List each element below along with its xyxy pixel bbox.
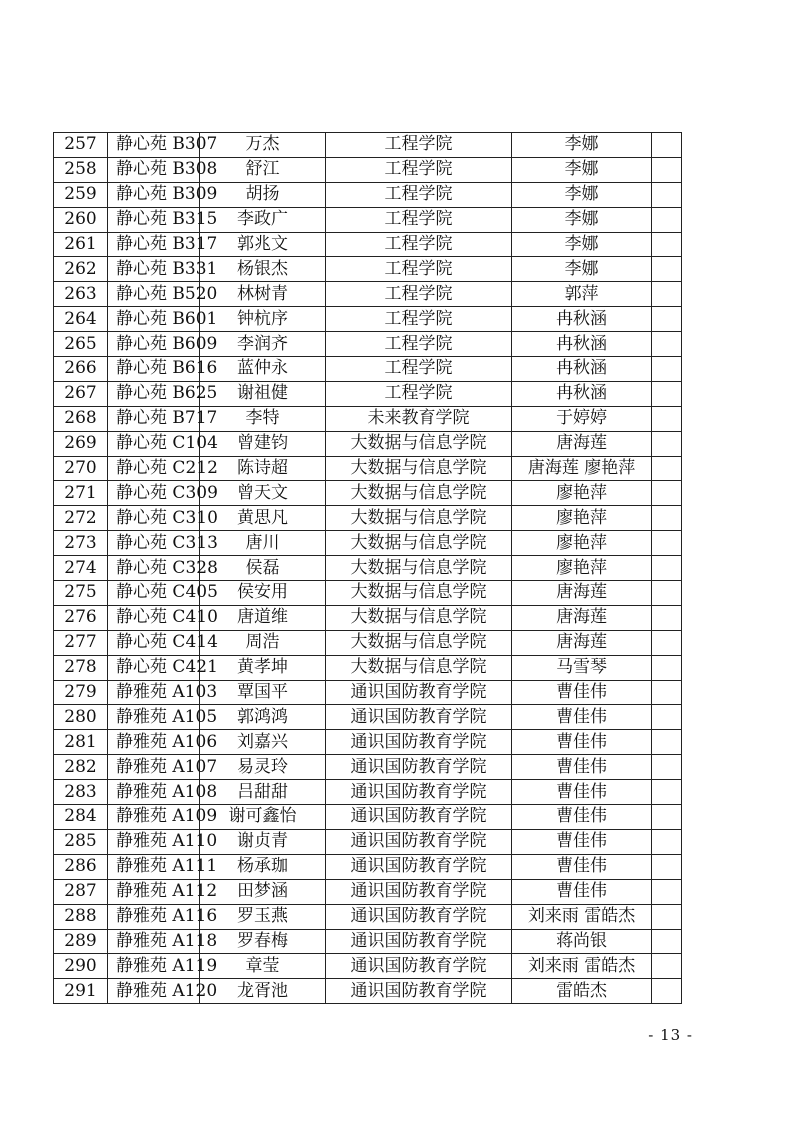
room-cell: 静雅苑 A105 — [108, 705, 200, 730]
blank-cell — [652, 157, 682, 182]
blank-cell — [652, 605, 682, 630]
student-name-cell: 郭鸿鸿 — [199, 705, 325, 730]
student-name-cell: 郭兆文 — [199, 232, 325, 257]
student-name-cell: 章莹 — [199, 954, 325, 979]
room-cell: 静雅苑 A118 — [108, 929, 200, 954]
row-number-cell: 275 — [54, 581, 108, 606]
student-name-cell: 谢可鑫怡 — [199, 805, 325, 830]
blank-cell — [652, 979, 682, 1004]
college-cell: 工程学院 — [326, 282, 512, 307]
blank-cell — [652, 232, 682, 257]
blank-cell — [652, 506, 682, 531]
room-cell: 静心苑 B717 — [108, 406, 200, 431]
room-cell: 静雅苑 A120 — [108, 979, 200, 1004]
table-row — [54, 630, 682, 655]
student-name-cell: 李特 — [199, 406, 325, 431]
row-number-cell: 265 — [54, 332, 108, 357]
advisor-cell: 李娜 — [511, 207, 652, 232]
advisor-cell: 曹佳伟 — [511, 854, 652, 879]
advisor-cell: 李娜 — [511, 232, 652, 257]
advisor-cell: 马雪琴 — [511, 655, 652, 680]
row-number-cell: 257 — [54, 133, 108, 158]
student-name-cell: 蓝仲永 — [199, 357, 325, 382]
college-cell: 大数据与信息学院 — [326, 531, 512, 556]
student-name-cell: 唐川 — [199, 531, 325, 556]
advisor-cell: 廖艳萍 — [511, 556, 652, 581]
student-name-cell: 胡扬 — [199, 182, 325, 207]
advisor-cell: 唐海莲 — [511, 431, 652, 456]
advisor-cell: 冉秋涵 — [511, 332, 652, 357]
advisor-cell: 刘来雨 雷皓杰 — [511, 904, 652, 929]
row-number-cell: 278 — [54, 655, 108, 680]
table-row — [54, 332, 682, 357]
student-name-cell: 覃国平 — [199, 680, 325, 705]
table-row — [54, 680, 682, 705]
row-number-cell: 270 — [54, 456, 108, 481]
table-row — [54, 133, 682, 158]
college-cell: 大数据与信息学院 — [326, 456, 512, 481]
room-cell: 静心苑 C212 — [108, 456, 200, 481]
college-cell: 工程学院 — [326, 182, 512, 207]
room-cell: 静心苑 B609 — [108, 332, 200, 357]
table-row — [54, 456, 682, 481]
table-row — [54, 556, 682, 581]
advisor-cell: 唐海莲 廖艳萍 — [511, 456, 652, 481]
room-cell: 静心苑 C328 — [108, 556, 200, 581]
room-cell: 静心苑 C104 — [108, 431, 200, 456]
advisor-cell: 曹佳伟 — [511, 755, 652, 780]
blank-cell — [652, 556, 682, 581]
college-cell: 通识国防教育学院 — [326, 705, 512, 730]
room-cell: 静雅苑 A106 — [108, 730, 200, 755]
row-number-cell: 285 — [54, 829, 108, 854]
student-name-cell: 万杰 — [199, 133, 325, 158]
student-name-cell: 舒江 — [199, 157, 325, 182]
row-number-cell: 268 — [54, 406, 108, 431]
advisor-cell: 李娜 — [511, 157, 652, 182]
blank-cell — [652, 730, 682, 755]
room-cell: 静雅苑 A111 — [108, 854, 200, 879]
college-cell: 大数据与信息学院 — [326, 431, 512, 456]
table-row — [54, 381, 682, 406]
advisor-cell: 郭萍 — [511, 282, 652, 307]
blank-cell — [652, 531, 682, 556]
college-cell: 通识国防教育学院 — [326, 805, 512, 830]
blank-cell — [652, 680, 682, 705]
room-cell: 静雅苑 A112 — [108, 879, 200, 904]
row-number-cell: 258 — [54, 157, 108, 182]
advisor-cell: 曹佳伟 — [511, 879, 652, 904]
room-cell: 静心苑 B308 — [108, 157, 200, 182]
room-cell: 静雅苑 A116 — [108, 904, 200, 929]
blank-cell — [652, 481, 682, 506]
blank-cell — [652, 133, 682, 158]
table-row — [54, 481, 682, 506]
room-cell: 静雅苑 A103 — [108, 680, 200, 705]
table-row — [54, 307, 682, 332]
row-number-cell: 276 — [54, 605, 108, 630]
room-cell: 静心苑 B317 — [108, 232, 200, 257]
advisor-cell: 刘来雨 雷皓杰 — [511, 954, 652, 979]
college-cell: 大数据与信息学院 — [326, 630, 512, 655]
college-cell: 通识国防教育学院 — [326, 979, 512, 1004]
room-cell: 静心苑 B315 — [108, 207, 200, 232]
college-cell: 通识国防教育学院 — [326, 755, 512, 780]
college-cell: 大数据与信息学院 — [326, 581, 512, 606]
blank-cell — [652, 780, 682, 805]
table-row — [54, 730, 682, 755]
room-cell: 静心苑 B625 — [108, 381, 200, 406]
row-number-cell: 287 — [54, 879, 108, 904]
college-cell: 通识国防教育学院 — [326, 879, 512, 904]
blank-cell — [652, 829, 682, 854]
row-number-cell: 279 — [54, 680, 108, 705]
table-row — [54, 406, 682, 431]
blank-cell — [652, 929, 682, 954]
row-number-cell: 284 — [54, 805, 108, 830]
table-row — [54, 805, 682, 830]
row-number-cell: 274 — [54, 556, 108, 581]
college-cell: 大数据与信息学院 — [326, 481, 512, 506]
student-name-cell: 林树青 — [199, 282, 325, 307]
blank-cell — [652, 282, 682, 307]
college-cell: 通识国防教育学院 — [326, 954, 512, 979]
college-cell: 通识国防教育学院 — [326, 680, 512, 705]
row-number-cell: 271 — [54, 481, 108, 506]
room-cell: 静心苑 C313 — [108, 531, 200, 556]
table-row — [54, 979, 682, 1004]
table-row — [54, 207, 682, 232]
blank-cell — [652, 904, 682, 929]
table-row — [54, 755, 682, 780]
table-row — [54, 929, 682, 954]
table-row — [54, 904, 682, 929]
blank-cell — [652, 755, 682, 780]
advisor-cell: 于婷婷 — [511, 406, 652, 431]
student-name-cell: 曾天文 — [199, 481, 325, 506]
advisor-cell: 李娜 — [511, 182, 652, 207]
room-cell: 静心苑 B309 — [108, 182, 200, 207]
student-name-cell: 谢祖健 — [199, 381, 325, 406]
room-cell: 静心苑 C414 — [108, 630, 200, 655]
blank-cell — [652, 257, 682, 282]
room-cell: 静心苑 C410 — [108, 605, 200, 630]
student-name-cell: 侯安用 — [199, 581, 325, 606]
college-cell: 通识国防教育学院 — [326, 829, 512, 854]
room-cell: 静心苑 C405 — [108, 581, 200, 606]
student-name-cell: 周浩 — [199, 630, 325, 655]
room-cell: 静心苑 C309 — [108, 481, 200, 506]
blank-cell — [652, 705, 682, 730]
table-row — [54, 780, 682, 805]
room-cell: 静心苑 B520 — [108, 282, 200, 307]
student-name-cell: 侯磊 — [199, 556, 325, 581]
student-name-cell: 杨承珈 — [199, 854, 325, 879]
college-cell: 工程学院 — [326, 133, 512, 158]
row-number-cell: 266 — [54, 357, 108, 382]
room-cell: 静雅苑 A109 — [108, 805, 200, 830]
roster-table — [53, 132, 682, 1004]
student-name-cell: 杨银杰 — [199, 257, 325, 282]
college-cell: 工程学院 — [326, 307, 512, 332]
table-row — [54, 357, 682, 382]
blank-cell — [652, 182, 682, 207]
advisor-cell: 曹佳伟 — [511, 705, 652, 730]
blank-cell — [652, 630, 682, 655]
room-cell: 静雅苑 A108 — [108, 780, 200, 805]
table-row — [54, 854, 682, 879]
advisor-cell: 冉秋涵 — [511, 381, 652, 406]
row-number-cell: 259 — [54, 182, 108, 207]
blank-cell — [652, 406, 682, 431]
college-cell: 通识国防教育学院 — [326, 730, 512, 755]
blank-cell — [652, 207, 682, 232]
advisor-cell: 冉秋涵 — [511, 357, 652, 382]
student-name-cell: 曾建钧 — [199, 431, 325, 456]
row-number-cell: 281 — [54, 730, 108, 755]
student-name-cell: 易灵玲 — [199, 755, 325, 780]
table-row — [54, 282, 682, 307]
room-cell: 静雅苑 A110 — [108, 829, 200, 854]
college-cell: 工程学院 — [326, 157, 512, 182]
room-cell: 静心苑 B331 — [108, 257, 200, 282]
row-number-cell: 267 — [54, 381, 108, 406]
college-cell: 工程学院 — [326, 357, 512, 382]
roster-table-body — [54, 133, 682, 1004]
table-row — [54, 182, 682, 207]
blank-cell — [652, 954, 682, 979]
advisor-cell: 蒋尚银 — [511, 929, 652, 954]
table-row — [54, 257, 682, 282]
row-number-cell: 261 — [54, 232, 108, 257]
room-cell: 静心苑 B601 — [108, 307, 200, 332]
row-number-cell: 262 — [54, 257, 108, 282]
table-row — [54, 232, 682, 257]
college-cell: 通识国防教育学院 — [326, 929, 512, 954]
college-cell: 工程学院 — [326, 257, 512, 282]
college-cell: 工程学院 — [326, 381, 512, 406]
table-row — [54, 829, 682, 854]
college-cell: 通识国防教育学院 — [326, 904, 512, 929]
row-number-cell: 273 — [54, 531, 108, 556]
advisor-cell: 雷皓杰 — [511, 979, 652, 1004]
advisor-cell: 李娜 — [511, 133, 652, 158]
college-cell: 通识国防教育学院 — [326, 780, 512, 805]
blank-cell — [652, 381, 682, 406]
student-name-cell: 李润齐 — [199, 332, 325, 357]
advisor-cell: 曹佳伟 — [511, 829, 652, 854]
blank-cell — [652, 581, 682, 606]
blank-cell — [652, 357, 682, 382]
row-number-cell: 286 — [54, 854, 108, 879]
student-name-cell: 罗玉燕 — [199, 904, 325, 929]
blank-cell — [652, 805, 682, 830]
room-cell: 静心苑 C421 — [108, 655, 200, 680]
blank-cell — [652, 854, 682, 879]
table-row — [54, 954, 682, 979]
row-number-cell: 269 — [54, 431, 108, 456]
advisor-cell: 唐海莲 — [511, 581, 652, 606]
table-row — [54, 506, 682, 531]
page-number: - 13 - — [648, 1026, 693, 1044]
room-cell: 静心苑 B616 — [108, 357, 200, 382]
row-number-cell: 277 — [54, 630, 108, 655]
college-cell: 大数据与信息学院 — [326, 506, 512, 531]
student-name-cell: 黄孝坤 — [199, 655, 325, 680]
student-name-cell: 黄思凡 — [199, 506, 325, 531]
row-number-cell: 289 — [54, 929, 108, 954]
row-number-cell: 263 — [54, 282, 108, 307]
advisor-cell: 曹佳伟 — [511, 780, 652, 805]
blank-cell — [652, 307, 682, 332]
college-cell: 大数据与信息学院 — [326, 556, 512, 581]
student-name-cell: 陈诗超 — [199, 456, 325, 481]
student-name-cell: 田梦涵 — [199, 879, 325, 904]
student-name-cell: 龙胥池 — [199, 979, 325, 1004]
row-number-cell: 260 — [54, 207, 108, 232]
advisor-cell: 曹佳伟 — [511, 805, 652, 830]
table-row — [54, 431, 682, 456]
table-row — [54, 605, 682, 630]
student-name-cell: 钟杭序 — [199, 307, 325, 332]
college-cell: 工程学院 — [326, 207, 512, 232]
table-row — [54, 655, 682, 680]
row-number-cell: 272 — [54, 506, 108, 531]
blank-cell — [652, 431, 682, 456]
college-cell: 大数据与信息学院 — [326, 655, 512, 680]
college-cell: 工程学院 — [326, 232, 512, 257]
advisor-cell: 曹佳伟 — [511, 730, 652, 755]
student-name-cell: 刘嘉兴 — [199, 730, 325, 755]
table-row — [54, 581, 682, 606]
college-cell: 大数据与信息学院 — [326, 605, 512, 630]
student-name-cell: 罗春梅 — [199, 929, 325, 954]
student-name-cell: 谢贞青 — [199, 829, 325, 854]
college-cell: 未来教育学院 — [326, 406, 512, 431]
row-number-cell: 264 — [54, 307, 108, 332]
table-row — [54, 531, 682, 556]
advisor-cell: 廖艳萍 — [511, 481, 652, 506]
advisor-cell: 廖艳萍 — [511, 506, 652, 531]
advisor-cell: 唐海莲 — [511, 605, 652, 630]
college-cell: 工程学院 — [326, 332, 512, 357]
row-number-cell: 280 — [54, 705, 108, 730]
blank-cell — [652, 456, 682, 481]
table-row — [54, 879, 682, 904]
row-number-cell: 288 — [54, 904, 108, 929]
college-cell: 通识国防教育学院 — [326, 854, 512, 879]
advisor-cell: 廖艳萍 — [511, 531, 652, 556]
advisor-cell: 曹佳伟 — [511, 680, 652, 705]
room-cell: 静雅苑 A119 — [108, 954, 200, 979]
row-number-cell: 290 — [54, 954, 108, 979]
student-name-cell: 李政广 — [199, 207, 325, 232]
room-cell: 静心苑 C310 — [108, 506, 200, 531]
table-row — [54, 705, 682, 730]
advisor-cell: 李娜 — [511, 257, 652, 282]
row-number-cell: 291 — [54, 979, 108, 1004]
advisor-cell: 冉秋涵 — [511, 307, 652, 332]
student-name-cell: 唐道维 — [199, 605, 325, 630]
student-name-cell: 吕甜甜 — [199, 780, 325, 805]
blank-cell — [652, 879, 682, 904]
room-cell: 静心苑 B307 — [108, 133, 200, 158]
blank-cell — [652, 332, 682, 357]
room-cell: 静雅苑 A107 — [108, 755, 200, 780]
row-number-cell: 282 — [54, 755, 108, 780]
advisor-cell: 唐海莲 — [511, 630, 652, 655]
row-number-cell: 283 — [54, 780, 108, 805]
table-row — [54, 157, 682, 182]
blank-cell — [652, 655, 682, 680]
